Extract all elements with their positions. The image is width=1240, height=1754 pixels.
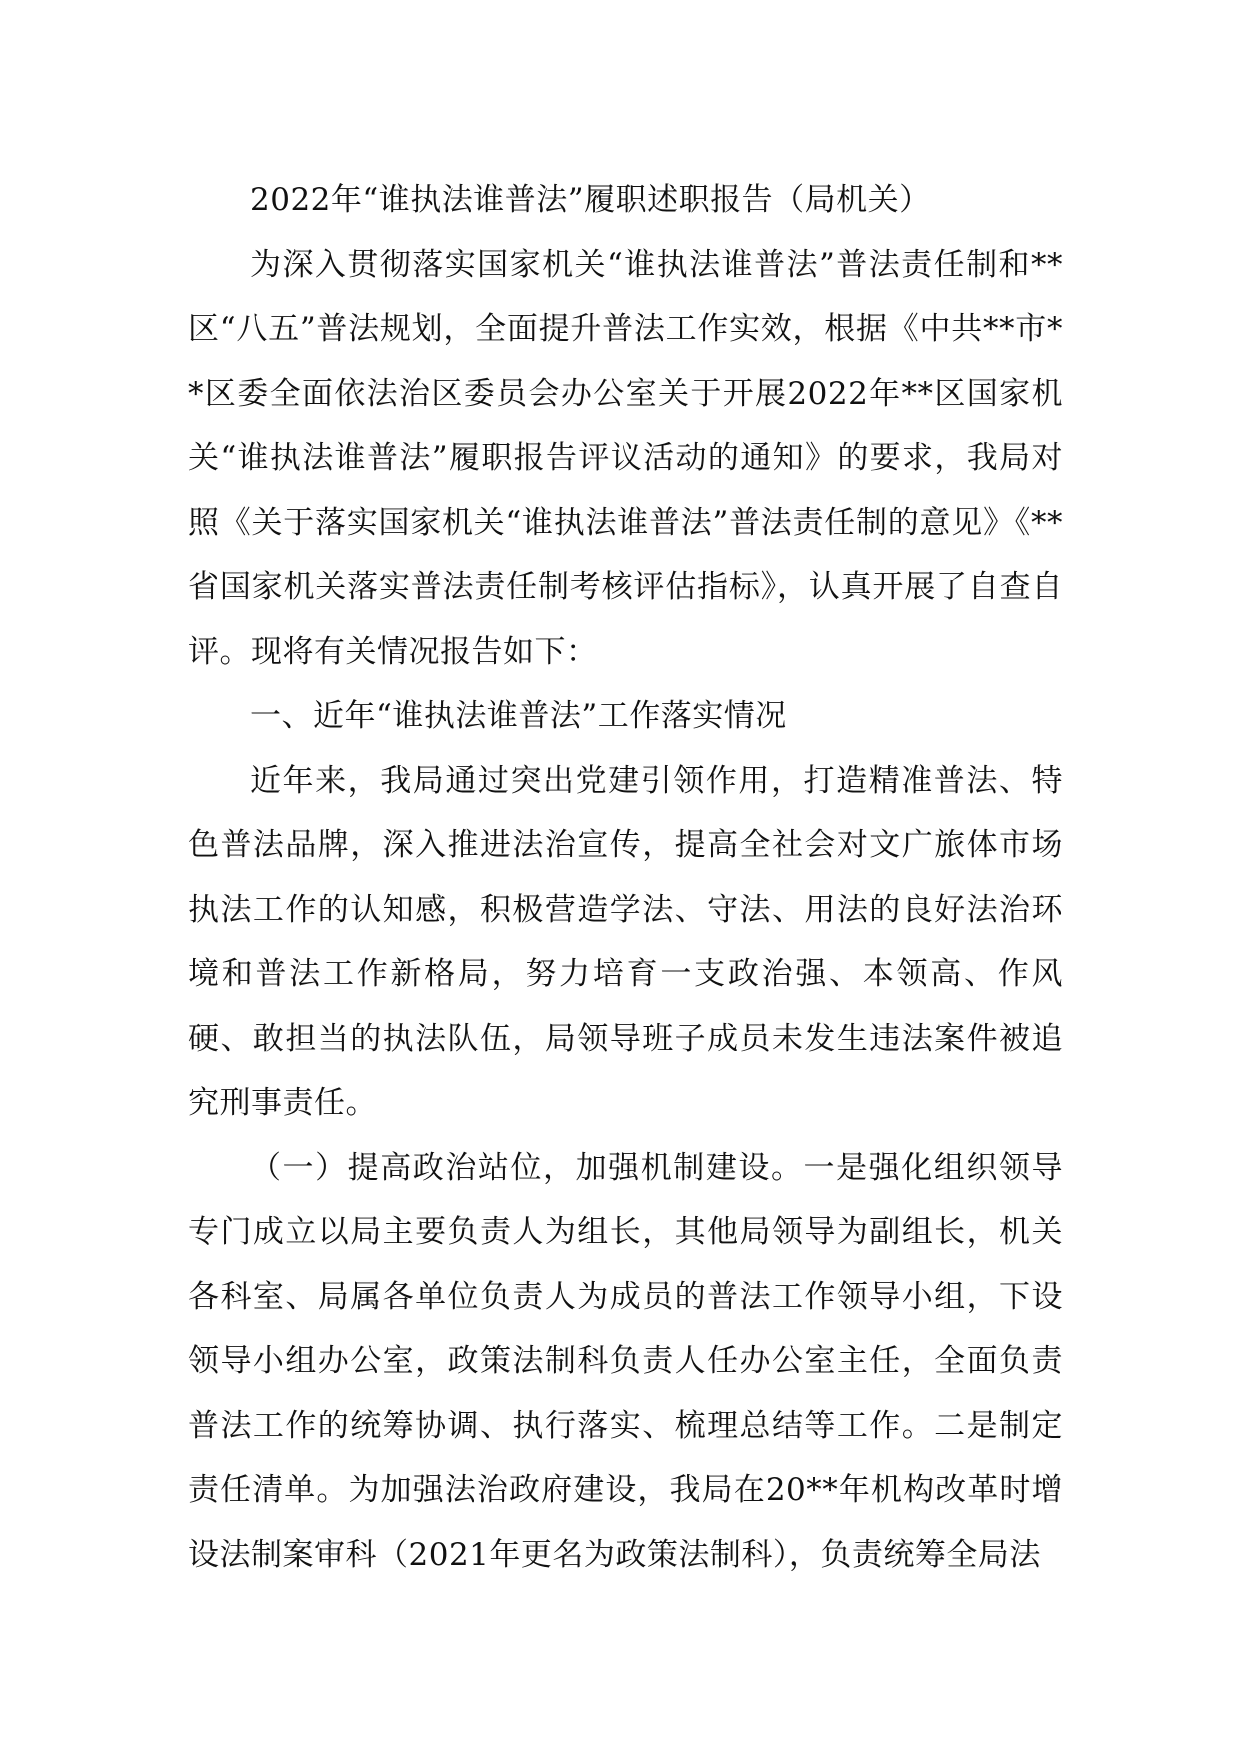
section-heading-1: 一、近年“谁执法谁普法”工作落实情况 <box>250 698 787 734</box>
paragraph-intro: 为深入贯彻落实国家机关“谁执法谁普法”普法责任制和**区“八五”普法规划，全面提升普法工作实效，根据《中共**市**区委全面依法治区委员会办公室关于开展2022年**区国家机关“谁执法谁普法”履职报告评议活动的通知》的要求，我局对照《关于落实国家机关“谁执法谁普法”普法责任制的意见》《**省国家机关落实普法责任制考核评估指标》，认真开展了自查自评。现将有关情况报告如下： <box>188 246 1063 670</box>
document-title: 2022年“谁执法谁普法”履职述职报告（局机关） <box>250 182 931 218</box>
document-body <box>188 168 1063 1587</box>
paragraph-overview: 近年来，我局通过突出党建引领作用，打造精准普法、特色普法品牌，深入推进法治宣传，提高全社会对文广旅体市场执法工作的认知感，积极营造学法、守法、用法的良好法治环境和普法工作新格局，努力培育一支政治强、本领高、作风硬、敢担当的执法队伍，局领导班子成员未发生违法案件被追究刑事责任。 <box>188 762 1063 1121</box>
paragraph-subsection-1: （一）提高政治站位，加强机制建设。一是强化组织领导专门成立以局主要负责人为组长，其他局领导为副组长，机关各科室、局属各单位负责人为成员的普法工作领导小组，下设领导小组办公室，政策法制科负责人任办公室主任，全面负责普法工作的统筹协调、执行落实、梳理总结等工作。二是制定责任清单。为加强法治政府建设，我局在20**年机构改革时增设法制案审科（2021年更名为政策法制科），负责统筹全局法 <box>188 1149 1063 1573</box>
